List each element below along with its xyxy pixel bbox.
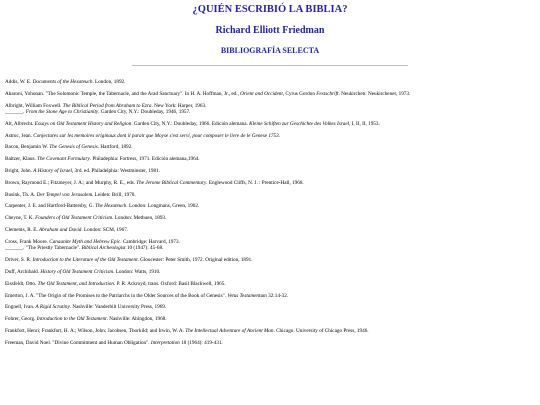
entry-text: Alt, Albrecht. xyxy=(5,120,35,127)
entry-text: Brown, Raymond E.; Fitzmeyer, J. A.; and Murphy, R. E., eds. xyxy=(5,179,137,186)
entry-text: Duff, Archibald. xyxy=(5,268,41,275)
entry-text: Cross, Frank Moore. xyxy=(5,238,50,245)
bibliography-entry xyxy=(5,293,537,300)
entry-title-text: Biblical Archeologist xyxy=(81,245,126,252)
entry-text: 10 (1947): 45-68. xyxy=(125,245,164,252)
entry-text: . P. R. Ackroyd, trans. Oxford: Basil Blackwell, 1965. xyxy=(114,280,226,287)
entry-text: 32:14-32. xyxy=(266,292,289,299)
bibliography-entry xyxy=(5,180,537,187)
bibliography-entry xyxy=(5,133,537,140)
bibliography-entry xyxy=(5,269,537,276)
entry-text: , I, II, II, 1953. xyxy=(349,120,380,127)
entry-title-text: Interpretation xyxy=(150,339,180,346)
bibliography-entry xyxy=(5,91,537,98)
entry-text: . Garden City, N.Y.: Doubleday, 1946, 1957. xyxy=(98,109,191,116)
horizontal-divider xyxy=(132,65,408,66)
bibliography-entry xyxy=(5,340,537,347)
entry-text: Addis, W. E. xyxy=(5,79,33,85)
entry-text: . Chicago. University of Chicago Press, 1946. xyxy=(273,327,369,334)
entry-text: . London: Longmans, Green, 1902. xyxy=(126,203,200,210)
bibliography-entry xyxy=(5,328,537,335)
entry-text: Eissfeldt, Otto. xyxy=(5,280,38,287)
entry-text: Bacon, Benjamin W. xyxy=(5,144,50,151)
entry-text: . Philadephia: Fortress, 1971. Edición alemana,1964. xyxy=(89,156,200,163)
entry-text: Carpenter, J. E. and Hartford-Battersby, G. xyxy=(5,203,96,210)
bibliography-entry xyxy=(5,192,537,199)
bibliography-entry xyxy=(5,121,537,128)
bibliography-entry xyxy=(5,316,537,323)
entry-title-text: Essays on Old Testament History and Religion xyxy=(34,120,132,127)
entry-title-text: Founders of Old Testament Criticism xyxy=(35,215,113,222)
bibliography-entry xyxy=(5,203,537,210)
entry-text: . Englewood Cliffs, N. J. : Prentice-Hall, 1968. xyxy=(206,179,304,186)
entry-text: Cheyne, T. K. xyxy=(5,215,36,222)
entry-text: 18 (1964): 419-431. xyxy=(179,339,223,346)
bibliography-entry xyxy=(5,156,537,163)
entry-title-text: Canaanite Myth and Hebrew Epic xyxy=(49,238,121,245)
document-title: ¿QUIÉN ESCRIBIÓ LA BIBLIA? xyxy=(192,4,348,15)
section-heading: BIBLIOGRAFÍA SELECTA xyxy=(220,46,320,55)
bibliography-entry xyxy=(5,304,537,311)
entry-title-text: Abraham and David xyxy=(39,227,82,234)
entry-title-text: The Jerome Biblical Commentary xyxy=(136,179,207,186)
entry-title-text: History of Old Testament Criticism xyxy=(40,268,114,275)
bibliography-list xyxy=(5,79,537,352)
entry-text: . Nashville: Abingdon, 1968. xyxy=(106,316,167,323)
entry-text: . Hartford, 1892. xyxy=(97,144,133,151)
bibliography-entry xyxy=(5,281,537,288)
entry-text: , 3rd. ed. Philadelphia: Westminster, 1981. xyxy=(71,168,160,175)
entry-text: Driver, S. R. xyxy=(5,257,33,264)
entry-text: . Neukirchen: Neukirchener, 1973. xyxy=(338,90,411,97)
entry-text: Engnell, Ivan. xyxy=(5,304,36,311)
entry-text: . London: SCM, 1967. xyxy=(81,227,129,234)
entry-title-text: Festschrift xyxy=(316,90,339,97)
entry-text: Baltzer, Klaus. xyxy=(5,156,38,163)
entry-text: Freeman, David Noel. "Divine Commitment and Human Obligation". xyxy=(5,339,151,346)
entry-text: Clements, R. E. xyxy=(5,227,40,234)
entry-title-text: Introduction to the Literature of the Old Testament xyxy=(32,257,138,264)
entry-text: Bright, John. xyxy=(5,168,34,175)
entry-text: . xyxy=(278,132,281,139)
entry-title-text: A Rigid Scrutiny xyxy=(35,304,70,311)
entry-title-text: Kleine Schiften zur Geschichte des Volkes Israel xyxy=(249,120,350,127)
entry-title-text: From the Stone Age to Christianity xyxy=(25,109,99,116)
bibliography-entry xyxy=(5,144,537,151)
entry-title-text: The Intellectual Adventure of Ancient Man xyxy=(185,327,274,334)
entry-text: . New York: Harper, 1963. xyxy=(151,102,207,109)
entry-title-text: Conjectures sur les memoires originaux dont il parait que Moyse s'est servi, pour composer le livre de le Genese 1753 xyxy=(33,132,279,139)
entry-text: . Leiden: Brill, 1970. xyxy=(92,191,136,198)
bibliography-entry xyxy=(5,103,537,116)
entry-title-text: A History of Israel xyxy=(33,168,72,175)
bibliography-entry xyxy=(5,257,537,264)
bibliography-entry xyxy=(5,227,537,234)
entry-text: . Nashville: Vanderbilt University Press, 1969. xyxy=(69,304,167,311)
entry-text: . London: Watts, 1910. xyxy=(113,268,161,275)
entry-text: Busink, Th. A. xyxy=(5,191,37,198)
bibliography-entry xyxy=(5,239,537,252)
entry-title-text: The Old Testament, and Introduction xyxy=(37,280,114,287)
entry-text: Aharoni, Yohonan. "The Solomonic Temple, the Tabernacle, and the Arad Sanctuary". In H. A. Hoffman, Jr., ed., xyxy=(5,90,241,97)
entry-text: Albright, William Foxwell. xyxy=(5,102,63,109)
entry-title-text: Introduction to the Old Testament xyxy=(36,316,107,323)
entry-title-text: Documents of the Hexateuch xyxy=(32,79,93,85)
entry-text: Fohrer, Georg. xyxy=(5,316,37,323)
entry-title-text: The Hexateuch xyxy=(95,203,127,210)
entry-text: , Cyrus Gordon xyxy=(282,90,317,97)
entry-title-text: Vetus Testamentum xyxy=(227,292,267,299)
entry-text: . Gloucester: Peter Smith, 1972. Original edition, 1891. xyxy=(137,257,253,264)
entry-title-text: The Biblical Period from Abraham to Ezra xyxy=(62,102,152,109)
entry-title-text: Der Tempel von Jerusalem xyxy=(36,191,93,198)
bibliography-entry xyxy=(5,215,537,222)
entry-text: . London: Methuen, 1893. xyxy=(112,215,167,222)
entry-text: Emerton, J. A. "The Origin of the Promises to the Patriarchs in the Older Sources of the Book of Genesis". xyxy=(5,292,228,299)
document-author: Richard Elliott Friedman xyxy=(215,25,325,36)
bibliography-entry xyxy=(5,168,537,175)
entry-text: _______. xyxy=(5,109,26,116)
bibliography-entry xyxy=(5,79,537,86)
entry-text: _______. "The Priestly Tabernacle". xyxy=(5,245,82,252)
entry-title-text: The Covenant Formulary xyxy=(37,156,90,163)
entry-text: Frankfort, Henri; Frankfort, H. A.; Wilson, John; Jacobsen, Thorkild; and Irwin, W. A. xyxy=(5,327,186,334)
entry-text: Astruc, Jean. xyxy=(5,132,34,139)
entry-text: . London, 1892. xyxy=(92,79,126,85)
entry-title-text: Orient and Occident xyxy=(240,90,283,97)
entry-text: . Cambridge: Harvard, 1973. xyxy=(120,238,180,245)
entry-title-text: The Genesis of Genesis xyxy=(49,144,98,151)
entry-text: . Garden City, N.Y.: Doubleday, 1966. Edición alemana. xyxy=(131,120,250,127)
